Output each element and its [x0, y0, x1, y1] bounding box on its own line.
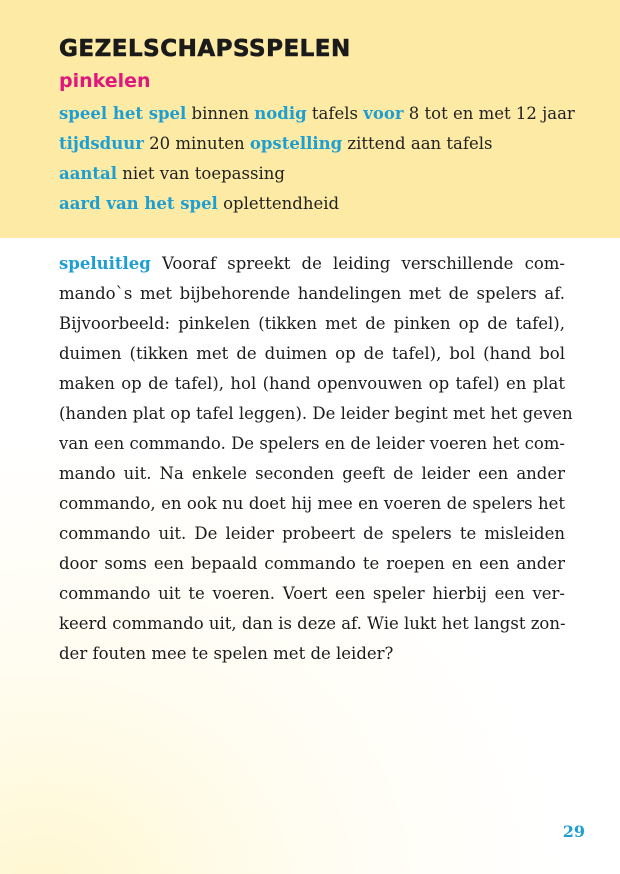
meta-value-needed: tafels: [311, 104, 358, 123]
explanation-line: keerd commando uit, dan is deze af. Wie lukt het langst zon-: [59, 614, 566, 633]
meta-label-needed: nodig: [254, 104, 307, 123]
meta-line-type: [59, 189, 579, 219]
meta-line-count: [59, 159, 579, 189]
explanation-line: commando uit te voeren. Voert een speler hierbij een ver-: [59, 584, 565, 603]
meta-label-setup: opstelling: [249, 134, 343, 153]
meta-value-type: oplettendheid: [223, 194, 340, 213]
explanation-line: Bijvoorbeeld: pinkelen (tikken met de pinken op de tafel),: [59, 314, 565, 333]
meta-label-count: aantal: [59, 164, 117, 183]
meta-label-duration: tijdsduur: [59, 134, 144, 153]
game-meta: [59, 99, 579, 219]
explanation-label: speluitleg: [59, 254, 151, 273]
explanation-line: maken op de tafel), hol (hand openvouwen op tafel) en plat: [59, 374, 565, 393]
section-title: GEZELSCHAPSSPELEN: [59, 36, 351, 62]
explanation-line: van een commando. De spelers en de leider voeren het com-: [59, 434, 565, 453]
meta-line-duration: [59, 129, 579, 159]
explanation-line: commando uit. De leider probeert de spelers te misleiden: [59, 524, 565, 543]
meta-label-type: aard van het spel: [59, 194, 218, 213]
meta-label-play-where: speel het spel: [59, 104, 187, 123]
meta-label-for: voor: [363, 104, 404, 123]
meta-value-age: 8 tot en met 12 jaar: [408, 104, 575, 123]
explanation-line: speluitleg Vooraf spreekt de leiding verschillende com-: [59, 254, 565, 273]
explanation-line: (handen plat op tafel leggen). De leider begint met het geven: [59, 404, 573, 423]
meta-value-duration: 20 minuten: [149, 134, 245, 153]
meta-value-setup: zittend aan tafels: [347, 134, 493, 153]
meta-value-play-where: binnen: [191, 104, 250, 123]
game-name: pinkelen: [59, 70, 151, 92]
page-number: 29: [562, 822, 585, 841]
explanation-line: door soms een bepaald commando te roepen en een ander: [59, 554, 565, 573]
meta-value-count: niet van toepassing: [122, 164, 285, 183]
meta-line-players: [59, 99, 579, 129]
explanation-line: commando, en ook nu doet hij mee en voeren de spelers het: [59, 494, 565, 513]
game-explanation: [59, 249, 573, 669]
explanation-line: der fouten mee te spelen met de leider?: [59, 644, 394, 663]
explanation-line: duimen (tikken met de duimen op de tafel), bol (hand bol: [59, 344, 565, 363]
explanation-line: mando uit. Na enkele seconden geeft de leider een ander: [59, 464, 565, 483]
explanation-line: mando`s met bijbehorende handelingen met de spelers af.: [59, 284, 565, 303]
